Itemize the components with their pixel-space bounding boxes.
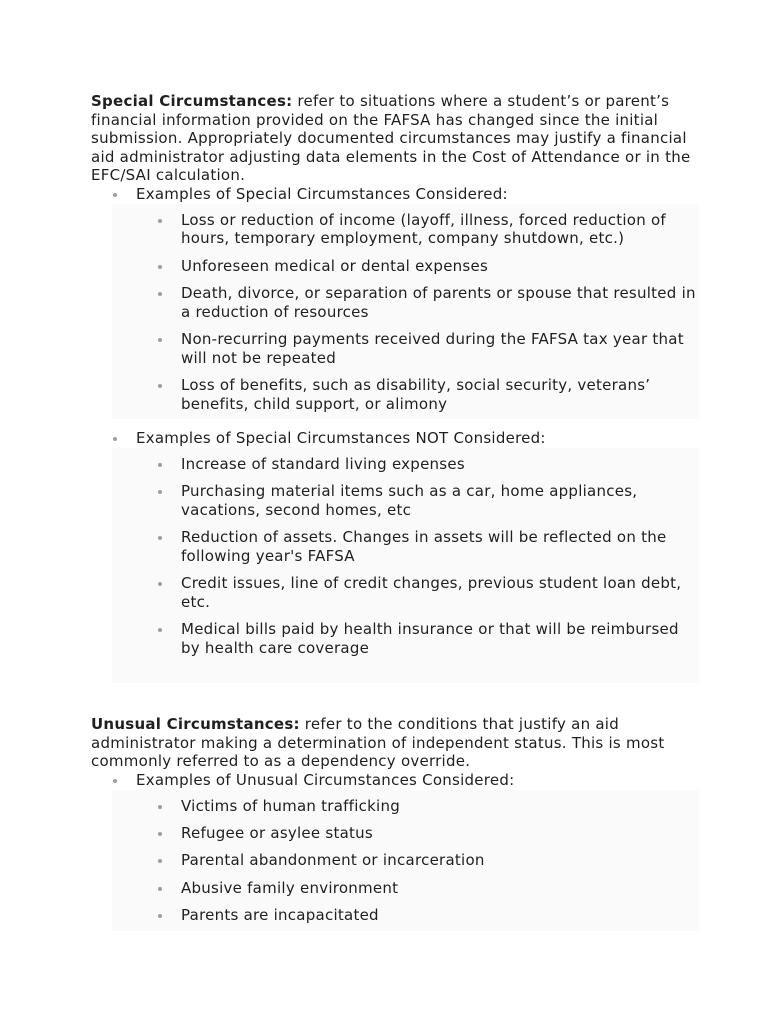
list-item (136, 906, 699, 925)
list-item-text: Refugee or asylee status (181, 823, 373, 842)
list-item-text: Credit issues, line of credit changes, previous student loan debt, etc. (181, 574, 682, 611)
special-not-considered-group (91, 429, 691, 683)
special-circumstances-list (91, 184, 696, 683)
bullet-icon (158, 384, 162, 388)
spacer (91, 419, 691, 429)
bullet-icon (158, 219, 162, 223)
special-considered-heading: Examples of Special Circumstances Considered: (136, 184, 508, 203)
list-item (136, 211, 699, 248)
bullet-icon (113, 437, 117, 441)
list-item-text: Unforeseen medical or dental expenses (181, 256, 489, 275)
bullet-icon (158, 536, 162, 540)
bullet-icon (113, 193, 117, 197)
special-circumstances-definition: refer to situations where a student’s or parent’s financial information provided on the FAFSA has changed since the initial submission. Appropriately documented circumstances may justify a financial aid administrator adjusting data elements in the Cost of Attendance or in the EFC/SAI calculation. (91, 92, 691, 185)
list-item (136, 620, 699, 657)
special-circumstances-term: Special Circumstances: (91, 92, 293, 110)
list-item-text: Purchasing material items such as a car, home appliances, vacations, second homes, etc (181, 482, 638, 519)
list-item (136, 284, 699, 321)
list-item-text: Reduction of assets. Changes in assets will be reflected on the following year's FAFSA (181, 528, 667, 565)
special-considered-group (91, 184, 696, 419)
unusual-circumstances-term: Unusual Circumstances: (91, 715, 300, 734)
list-item (136, 797, 699, 816)
list-item-text: Parental abandonment or incarceration (181, 851, 485, 870)
list-item-text: Parents are incapacitated (181, 906, 379, 925)
special-considered-box (112, 204, 699, 420)
bullet-icon (158, 887, 162, 891)
bullet-icon (158, 832, 162, 836)
bullet-icon (158, 805, 162, 809)
unusual-considered-group (91, 771, 691, 931)
special-not-considered-items (136, 455, 699, 658)
list-item (136, 879, 699, 898)
special-not-considered-box (112, 448, 699, 684)
document-page (91, 92, 696, 931)
list-item (136, 528, 699, 565)
spacer (136, 657, 699, 677)
bullet-icon (158, 292, 162, 296)
unusual-circumstances-list (91, 771, 691, 931)
list-item-text: Abusive family environment (181, 878, 399, 897)
unusual-considered-items (136, 797, 699, 925)
list-item (136, 574, 699, 611)
bullet-icon (158, 582, 162, 586)
unusual-considered-heading: Examples of Unusual Circumstances Considered: (136, 771, 515, 789)
bullet-icon (158, 265, 162, 269)
unusual-considered-box (112, 790, 699, 931)
list-item (136, 455, 699, 474)
list-item (136, 482, 699, 519)
special-circumstances-paragraph (91, 92, 691, 185)
list-item (136, 376, 699, 413)
bullet-icon (158, 859, 162, 863)
list-item-text: Death, divorce, or separation of parents or spouse that resulted in a reduction of resources (181, 283, 696, 321)
list-item (136, 257, 699, 276)
list-item-text: Medical bills paid by health insurance or that will be reimbursed by health care coverage (181, 620, 679, 657)
bullet-icon (158, 463, 162, 467)
list-item-text: Increase of standard living expenses (181, 454, 465, 473)
list-item-text: Loss or reduction of income (layoff, illness, forced reduction of hours, temporary employment, company shutdown, etc.) (181, 210, 666, 248)
list-item (136, 851, 699, 870)
special-not-considered-heading: Examples of Special Circumstances NOT Considered: (136, 429, 546, 448)
bullet-icon (158, 914, 162, 918)
list-item-text: Victims of human trafficking (181, 796, 401, 815)
list-item-text: Loss of benefits, such as disability, social security, veterans’ benefits, child support, or alimony (181, 375, 651, 413)
bullet-icon (158, 628, 162, 632)
special-considered-items (136, 211, 699, 414)
unusual-circumstances-paragraph (91, 715, 691, 771)
list-item-text: Non-recurring payments received during the FAFSA tax year that will not be repeated (181, 329, 684, 367)
bullet-icon (158, 490, 162, 494)
list-item (136, 330, 699, 367)
bullet-icon (113, 779, 117, 783)
list-item (136, 824, 699, 843)
section-gap (91, 683, 691, 715)
unusual-circumstances-definition: refer to the conditions that justify an aid administrator making a determination of independent status. This is most commonly referred to as a dependency override. (91, 715, 665, 771)
bullet-icon (158, 338, 162, 342)
